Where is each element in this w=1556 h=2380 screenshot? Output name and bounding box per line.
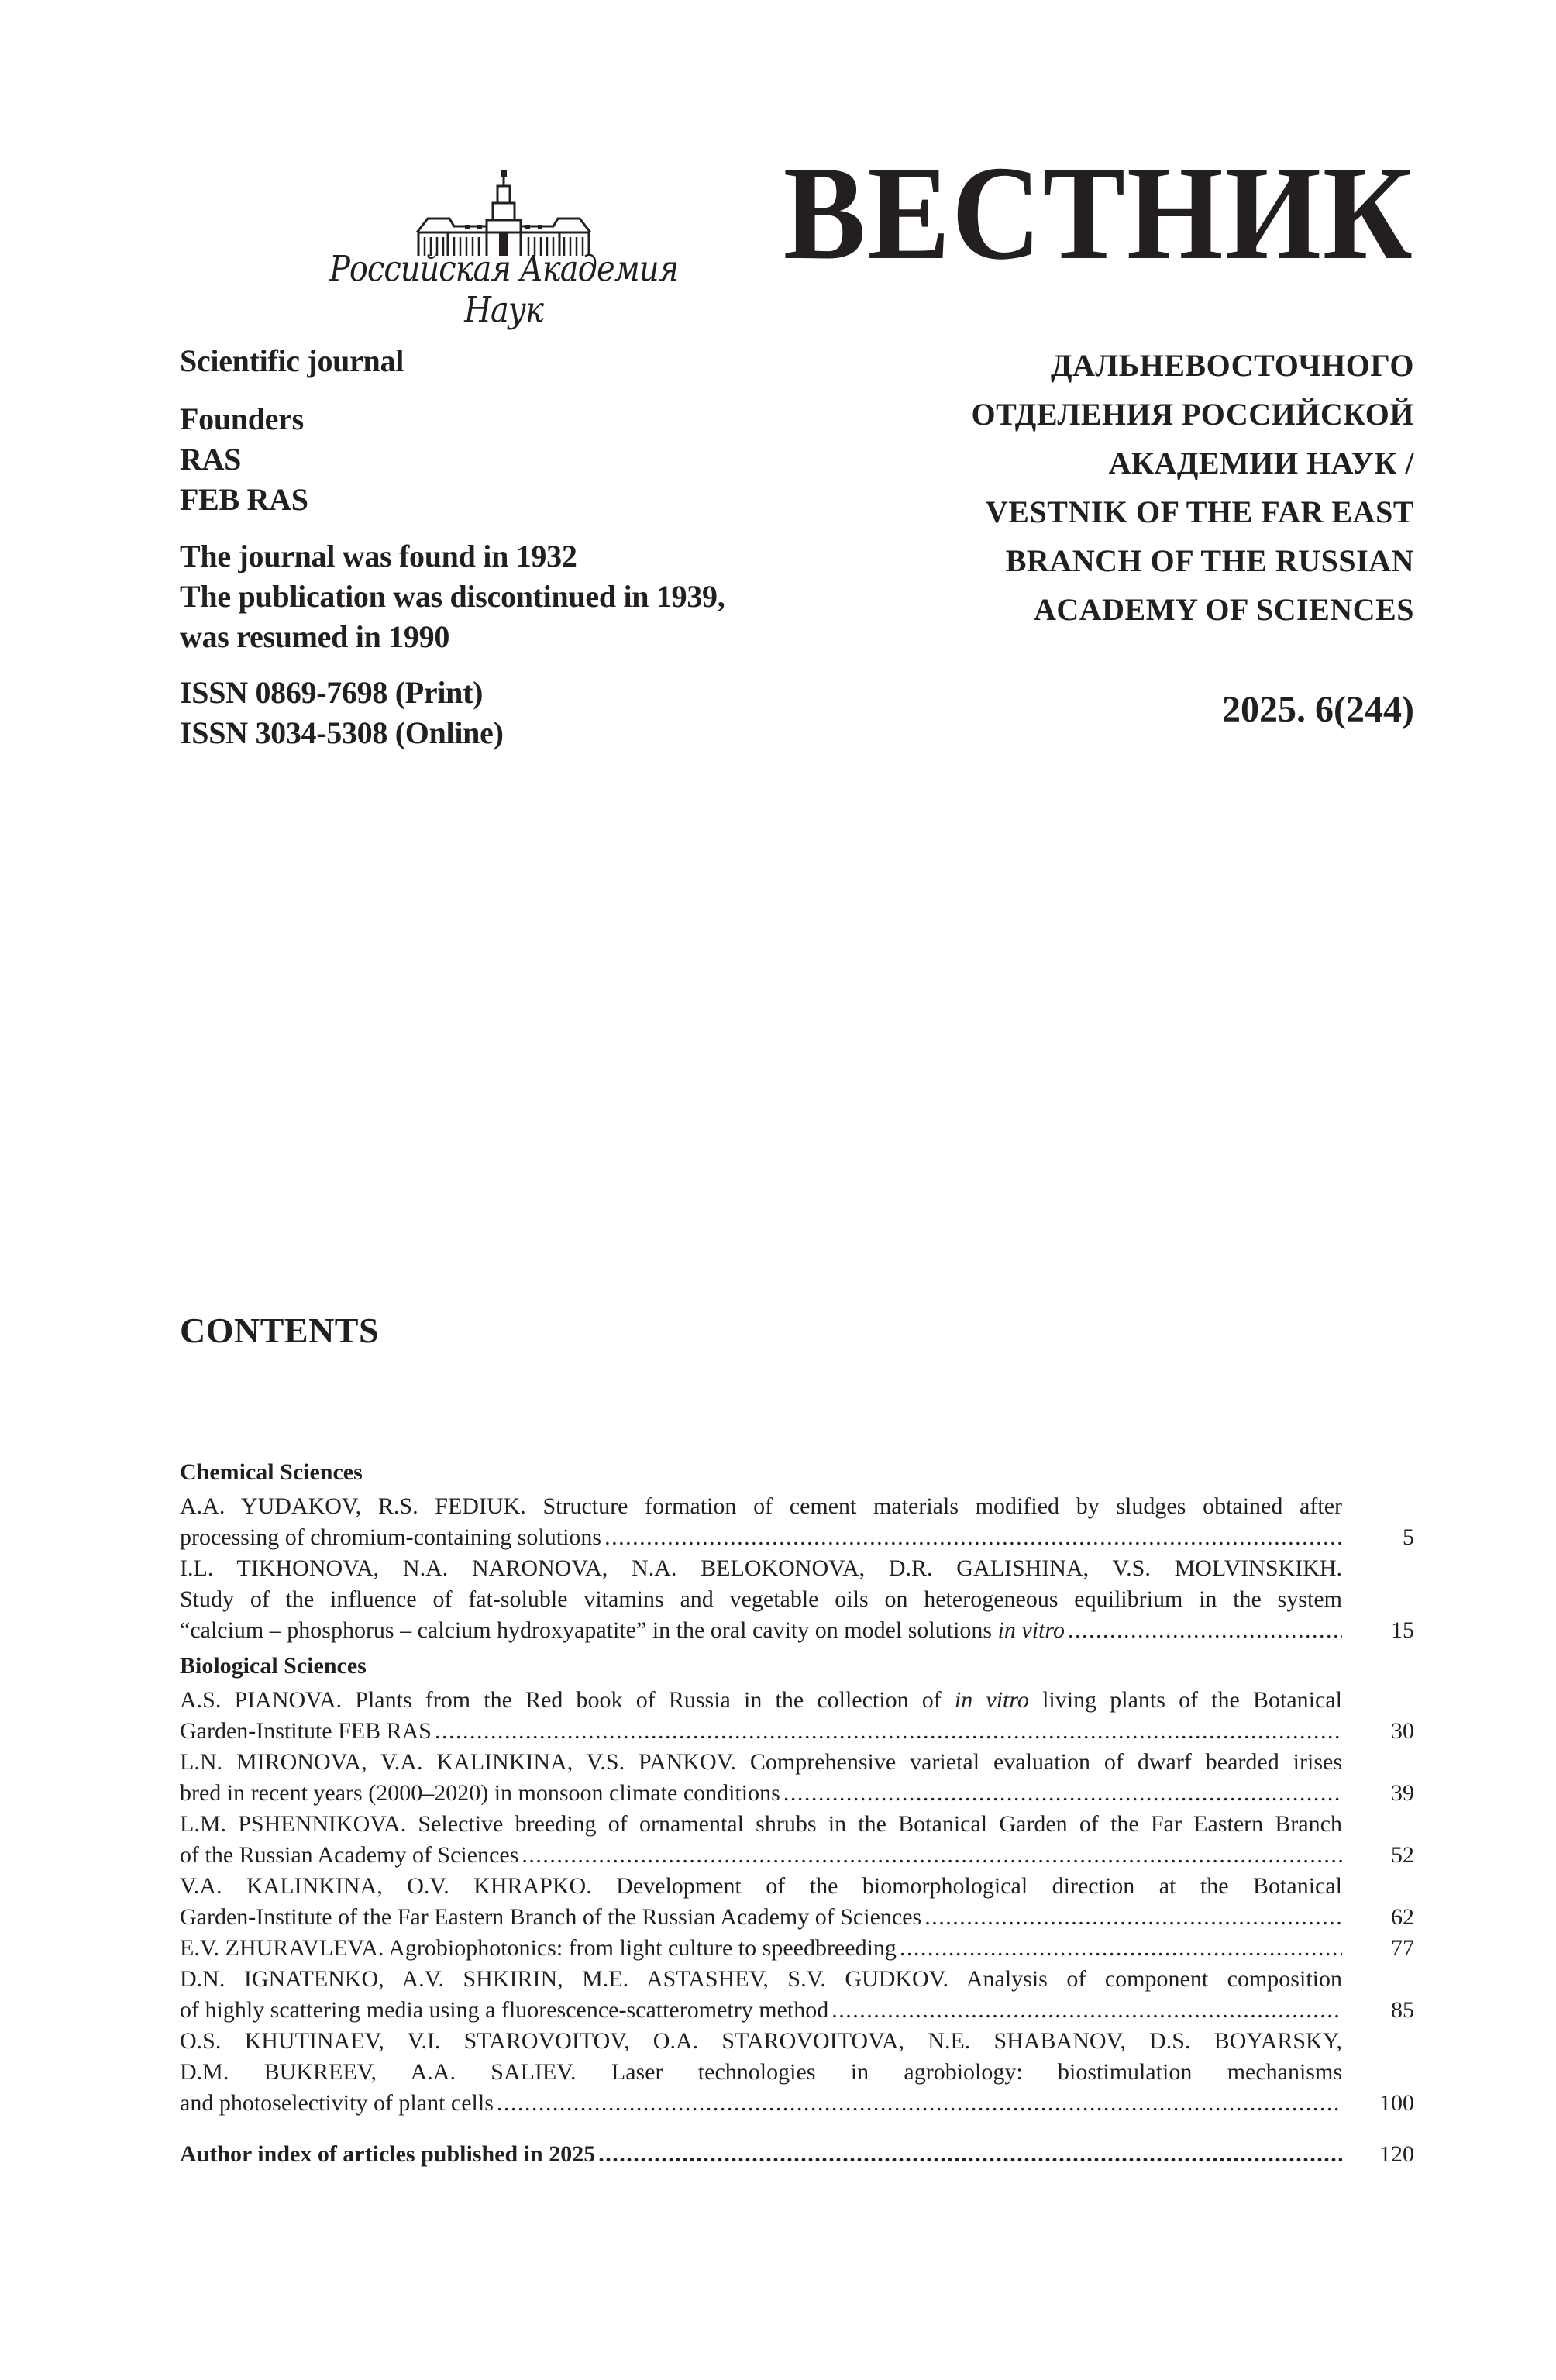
journal-name-line: ACADEMY OF SCIENCES	[1033, 592, 1414, 627]
toc-entry-last-line	[180, 1778, 1342, 1809]
toc-entry-last-line	[180, 1840, 1342, 1871]
toc-entry[interactable]	[180, 1553, 1414, 1646]
issn-print: ISSN 0869-7698 (Print)	[180, 675, 484, 710]
toc-entry-line: A.A. YUDAKOV, R.S. FEDIUK. Structure formation of cement materials modified by sludges obtained after	[180, 1493, 1342, 1519]
academy-logo	[310, 155, 697, 331]
toc-entry-last-line	[180, 1902, 1342, 1933]
toc-entry[interactable]	[180, 1871, 1414, 1933]
toc-entry-line: L.N. MIRONOVA, V.A. KALINKINA, V.S. PANKOV. Comprehensive varietal evaluation of dwarf bearded irises	[180, 1749, 1342, 1775]
toc-entry-last-line	[180, 1522, 1342, 1553]
dot-leader	[783, 1778, 1342, 1809]
toc-entry-last-line	[180, 2139, 1342, 2170]
italic-term: in vitro	[997, 1617, 1065, 1643]
toc-entry[interactable]	[180, 1933, 1414, 1964]
toc-page-number: 85	[1391, 1997, 1414, 2023]
toc-entry-text: processing of chromium-containing solutions	[180, 1524, 602, 1550]
toc-entry[interactable]	[180, 1491, 1414, 1553]
toc-entry-text: bred in recent years (2000–2020) in monsoon climate conditions	[180, 1780, 780, 1806]
toc-entry[interactable]	[180, 2026, 1414, 2119]
journal-name-line: АКАДЕМИИ НАУК /	[1108, 446, 1414, 480]
toc-section-title: Chemical Sciences	[180, 1459, 363, 1485]
toc-entry-text: of highly scattering media using a fluorescence-scatterometry method	[180, 1997, 829, 2023]
history-line: The journal was found in 1932	[180, 539, 577, 573]
toc-entry-line: D.N. IGNATENKO, A.V. SHKIRIN, M.E. ASTASHEV, S.V. GUDKOV. Analysis of component composition	[180, 1966, 1342, 1992]
toc-page-number: 15	[1391, 1617, 1414, 1643]
journal-masthead-title: ВЕСТНИК	[783, 138, 1414, 288]
issn-block	[180, 673, 504, 753]
toc-entry-text: E.V. ZHURAVLEVA. Agrobiophotonics: from light culture to speedbreeding	[180, 1935, 897, 1961]
dot-leader	[598, 2139, 1342, 2170]
toc-entry-line: Study of the influence of fat-soluble vitamins and vegetable oils on heterogeneous equilibrium in the system	[180, 1586, 1342, 1612]
dot-leader	[497, 2088, 1342, 2119]
toc-page-number: 52	[1391, 1842, 1414, 1868]
toc-entry-last-line	[180, 1716, 1342, 1747]
toc-page-number: 39	[1391, 1780, 1414, 1806]
academy-building-icon	[310, 155, 697, 256]
history-line: The publication was discontinued in 1939,	[180, 579, 725, 614]
toc-page-number: 5	[1403, 1524, 1414, 1550]
dot-leader	[522, 1840, 1342, 1871]
toc-entry-text: of the Russian Academy of Sciences	[180, 1842, 519, 1868]
issue-number: 2025. 6(244)	[1222, 689, 1414, 730]
toc-entry-line: I.L. TIKHONOVA, N.A. NARONOVA, N.A. BELOKONOVA, D.R. GALISHINA, V.S. MOLVINSKIKH.	[180, 1555, 1342, 1581]
journal-name-line: VESTNIK OF THE FAR EAST	[985, 494, 1414, 529]
academy-logo-script: Российская Академия Наук	[329, 249, 679, 331]
dot-leader	[1068, 1615, 1342, 1646]
toc-entry[interactable]	[180, 1964, 1414, 2026]
table-of-contents	[180, 1457, 1414, 2170]
toc-entry-text: “calcium – phosphorus – calcium hydroxyapatite” in the oral cavity on model solutions	[180, 1617, 993, 1643]
toc-section	[180, 1651, 1414, 2119]
toc-page-number: 120	[1379, 2141, 1414, 2167]
toc-entry-text: Garden-Institute FEB RAS	[180, 1718, 432, 1744]
journal-name-line: BRANCH OF THE RUSSIAN	[1005, 543, 1414, 578]
toc-page-number: 30	[1391, 1718, 1414, 1744]
toc-section	[180, 1457, 1414, 1646]
author-index-label: Author index of articles published in 2025	[180, 2141, 596, 2167]
journal-name-line: ДАЛЬНЕВОСТОЧНОГО	[1050, 348, 1414, 383]
journal-full-name	[972, 341, 1414, 634]
italic-term: in vitro	[954, 1687, 1029, 1713]
toc-entry-line: A.S. PIANOVA. Plants from the Red book of Russia in the collection of in vitro living plants of the Botanical	[180, 1687, 1342, 1713]
toc-author-index[interactable]	[180, 2139, 1414, 2170]
dot-leader	[604, 1522, 1342, 1553]
dot-leader	[831, 1995, 1342, 2026]
dot-leader	[900, 1933, 1342, 1964]
toc-entry-last-line	[180, 1933, 1342, 1964]
toc-entry-line: L.M. PSHENNIKOVA. Selective breeding of ornamental shrubs in the Botanical Garden of the Far Eastern Branch	[180, 1811, 1342, 1837]
toc-section-title: Biological Sciences	[180, 1653, 367, 1679]
history-line: was resumed in 1990	[180, 619, 450, 654]
toc-entry-line: O.S. KHUTINAEV, V.I. STAROVOITOV, O.A. STAROVOITOVA, N.E. SHABANOV, D.S. BOYARSKY,	[180, 2028, 1342, 2054]
toc-entry-text: Garden-Institute of the Far Eastern Branch of the Russian Academy of Sciences	[180, 1904, 922, 1930]
toc-entry[interactable]	[180, 1685, 1414, 1747]
toc-entry-text: and photoselectivity of plant cells	[180, 2090, 494, 2116]
toc-entry-last-line	[180, 1615, 1342, 1646]
founders-label: Founders	[180, 401, 304, 436]
contents-heading: CONTENTS	[180, 1311, 380, 1350]
toc-entry-line: D.M. BUKREEV, A.A. SALIEV. Laser technologies in agrobiology: biostimulation mechanisms	[180, 2059, 1342, 2085]
toc-entry[interactable]	[180, 1809, 1414, 1871]
journal-name-line: ОТДЕЛЕНИЯ РОССИЙСКОЙ	[971, 397, 1414, 432]
dot-leader	[435, 1716, 1342, 1747]
toc-entry-line: V.A. KALINKINA, O.V. KHRAPKO. Development of the biomorphological direction at the Botanical	[180, 1873, 1342, 1899]
founders-block	[180, 399, 308, 520]
dot-leader	[924, 1902, 1342, 1933]
toc-page-number: 77	[1391, 1935, 1414, 1961]
founder-item: RAS	[180, 442, 242, 477]
toc-entry-last-line	[180, 2088, 1342, 2119]
toc-entry-last-line	[180, 1995, 1342, 2026]
journal-history	[180, 536, 725, 657]
toc-page-number: 62	[1391, 1904, 1414, 1930]
journal-type-label: Scientific journal	[180, 343, 404, 378]
toc-page-number: 100	[1379, 2090, 1414, 2116]
toc-entry[interactable]	[180, 1747, 1414, 1809]
issn-online: ISSN 3034-5308 (Online)	[180, 715, 504, 750]
founder-item: FEB RAS	[180, 482, 308, 517]
